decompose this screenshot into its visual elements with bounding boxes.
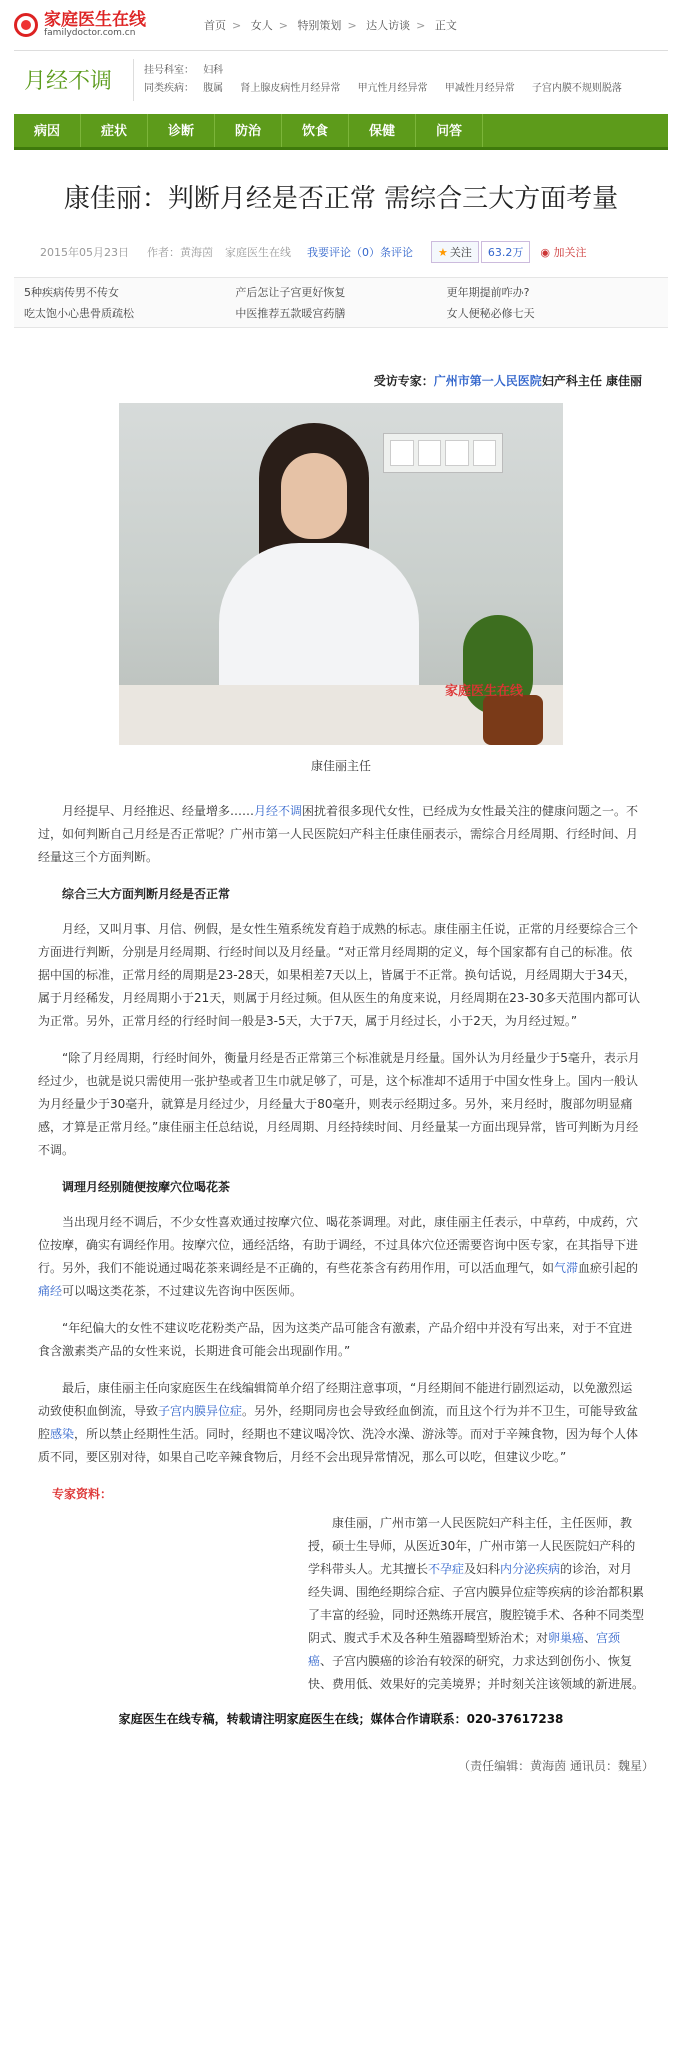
- follow-count: 63.2万: [481, 241, 531, 263]
- paragraph: “年纪偏大的女性不建议吃花粉类产品，因为这类产品可能含有激素，产品介绍中并没有写出来，对于不宜进食含激素类产品的女性来说，长期进食可能会出现副作用。”: [38, 1321, 633, 1358]
- nav-item-treatment[interactable]: 防治: [215, 114, 282, 147]
- weibo-follow-button[interactable]: ◉ 加关注: [540, 246, 587, 259]
- breadcrumb-women[interactable]: 女人: [250, 19, 273, 32]
- related-links: [14, 277, 668, 328]
- related-link[interactable]: 吃太饱小心患骨质疏松: [24, 307, 134, 320]
- disease-link[interactable]: 肾上腺皮病性月经异常: [240, 82, 341, 94]
- paragraph: “除了月经周期，行经时间外，衡量月经是否正常第三个标准就是月经量。国外认为月经量少于5毫升，表示月经过少，也就是说只需使用一张护垫或者卫生巾就足够了，可是，这个标准却不适用于中国女性身上。国内一般认为月经量少于30毫升，就算是月经过少，月经量大于80毫升，则表示经期过多。另外，来月经时，腹部勿明显痛感，才算是正常月经。”康佳丽主任总结说，月经周期、月经持续时间、月经量某一方面出现异常，皆可判断为月经不调。: [38, 1051, 640, 1157]
- weibo-icon: ◉: [540, 246, 550, 259]
- expert-bio: 康佳丽，广州市第一人民医院妇产科主任，主任医师，教授，硕士生导师，从医近30年，广州市第一人民医院妇产科的学科带头人。尤其擅长不孕症及妇科内分泌疾病的诊治，对月经失调、围绝经期综合症、子宫内膜异位症等疾病的诊治都积累了丰富的经验，同时还熟练开展宫，腹腔镜手术、各种不同类型阴式、腹式手术及各种生殖器畸型矫治术；对卵巢癌、宫颈癌、子宫内膜癌的诊治有较深的研究，力求达到创伤小、恢复快、费用低、效果好的完美境界；并时刻关注该领域的新进展。: [308, 1516, 645, 1691]
- article-meta: [40, 239, 654, 265]
- keyword-link[interactable]: 卵巢癌: [548, 1631, 585, 1645]
- photo-watermark: 家庭医生在线: [444, 684, 523, 699]
- hospital-link[interactable]: 广州市第一人民医院: [433, 374, 542, 388]
- breadcrumb-home[interactable]: 首页: [204, 19, 226, 32]
- nav-item-diagnosis[interactable]: 诊断: [148, 114, 215, 147]
- related-link[interactable]: 中医推荐五款暖宫药膳: [235, 307, 346, 320]
- paragraph: 月经提早、月经推迟、经量增多……月经不调困扰着很多现代女性，已经成为女性最关注的健康问题之一。不过，如何判断自己月经是否正常呢？广州市第一人民医院妇产科主任康佳丽表示，需综合月经周期、行经时间、月经量这三个方面判断。: [38, 804, 639, 864]
- logo-text: 家庭医生在线: [44, 9, 146, 30]
- interview-expert: 受访专家：广州市第一人民医院妇产科主任 康佳丽: [373, 374, 642, 388]
- article-date: 2015年05月23日: [40, 246, 129, 259]
- photo-caption: 康佳丽主任: [310, 759, 371, 773]
- keyword-link[interactable]: 内分泌疾病: [500, 1562, 561, 1576]
- expert-profile-heading: 专家资料：: [52, 1487, 113, 1501]
- disease-label: 同类疾病：: [144, 82, 194, 94]
- article-source: 家庭医生在线: [225, 246, 291, 259]
- article-title: 康佳丽：判断月经是否正常 需综合三大方面考量: [63, 184, 619, 214]
- paragraph: 最后，康佳丽主任向家庭医生在线编辑简单介绍了经期注意事项，“月经期间不能进行剧烈运动，以免激烈运动致使积血倒流，导致子宫内膜异位症。另外，经期同房也会导致经血倒流，而且这个行为并不卫生，可能导致盆腔感染，所以禁止经期性生活。同时，经期也不建议喝冷饮、洗冷水澡、游泳等。而对于辛辣食物，因为每个人体质不同，要区别对待，如果自己吃辛辣食物后，月经不会出现异常情况，那么可以吃，但建议少吃。”: [38, 1381, 639, 1464]
- nav-item-care[interactable]: 保健: [349, 114, 416, 147]
- nav-item-qa[interactable]: 问答: [416, 114, 483, 147]
- article-photo: [0, 403, 682, 774]
- star-icon: ★: [438, 246, 448, 259]
- nav-item-diet[interactable]: 饮食: [282, 114, 349, 147]
- related-link[interactable]: 更年期提前咋办?: [446, 286, 530, 299]
- related-link[interactable]: 5种疾病传男不传女: [24, 286, 119, 299]
- breadcrumb-interview[interactable]: 达人访谈: [366, 19, 411, 32]
- related-link[interactable]: 产后怎让子宫更好恢复: [235, 286, 346, 299]
- logo-icon: [14, 13, 38, 37]
- section-heading: 综合三大方面判断月经是否正常: [62, 887, 231, 901]
- keyword-link[interactable]: 不孕症: [428, 1562, 465, 1576]
- breadcrumb-current: 正文: [434, 19, 457, 32]
- nav-item-cause[interactable]: 病因: [14, 114, 81, 147]
- keyword-link[interactable]: 月经不调: [254, 804, 303, 818]
- section-heading: 调理月经别随便按摩穴位喝花茶: [62, 1180, 231, 1194]
- keyword-link[interactable]: 气滞: [554, 1261, 579, 1275]
- paragraph: 当出现月经不调后，不少女性喜欢通过按摩穴位、喝花茶调理。对此，康佳丽主任表示，中草药，中成药，穴位按摩，确实有调经作用。按摩穴位，通经活络，有助于调经，不过具体穴位还需要咨询中医专家，在其指导下进行。另外，我们不能说通过喝花茶来调经是不正确的，有些花茶含有药用作用，可以活血理气，如气滞血瘀引起的痛经可以喝这类花茶，不过建议先咨询中医医师。: [38, 1215, 639, 1298]
- keyword-link[interactable]: 感染: [50, 1427, 75, 1441]
- topic-nav: [14, 114, 668, 150]
- disease-link[interactable]: 子宫内膜不规则脱落: [531, 82, 622, 94]
- breadcrumb-special[interactable]: 特别策划: [297, 19, 342, 32]
- follow-button[interactable]: ★ 关注: [431, 241, 479, 263]
- article-body: [38, 800, 644, 1696]
- related-link[interactable]: 女人便秘必修七天: [446, 307, 535, 320]
- doctor-photo: [119, 403, 563, 745]
- dept-link[interactable]: 妇科: [203, 64, 224, 76]
- keyword-link[interactable]: 子宫内膜异位症: [158, 1404, 243, 1418]
- keyword-link[interactable]: 宫颈癌: [308, 1631, 621, 1668]
- disease-link[interactable]: 甲减性月经异常: [444, 82, 515, 94]
- article-author: 作者：黄海茵: [147, 246, 213, 259]
- logo-domain: familydoctor.com.cn: [44, 28, 136, 39]
- disease-link[interactable]: 腹属: [203, 82, 224, 94]
- nav-item-symptom[interactable]: 症状: [81, 114, 148, 147]
- dept-label: 挂号科室：: [144, 64, 194, 76]
- comment-link[interactable]: 我要评论（0）条评论: [307, 246, 413, 259]
- topic-title[interactable]: 月经不调: [14, 59, 134, 101]
- disease-link[interactable]: 甲亢性月经异常: [357, 82, 428, 94]
- editor-credits: （责任编辑：黄海茵 通讯员：魏星）: [458, 1759, 654, 1773]
- site-logo[interactable]: [14, 5, 184, 45]
- topic-header: [14, 50, 668, 108]
- breadcrumb: 首页 > 女人 > 特别策划 > 达人访谈 > 正文: [204, 19, 457, 32]
- paragraph: 月经，又叫月事、月信、例假，是女性生殖系统发育趋于成熟的标志。康佳丽主任说，正常的月经要综合三个方面进行判断，分别是月经周期、行经时间以及月经量。“对正常月经周期的定义，每个国家都有自己的标准。依据中国的标准，正常月经的周期是23-28天，如果相差7天以上，皆属于不正常。换句话说，月经周期大于34天，属于月经稀发，月经周期小于21天，则属于月经过频。但从医生的角度来说，月经周期在23-30多天范围内都可认为正常。另外，正常月经的行经时间一般是3-5天，大于7天，属于月经过长，小于2天，为月经过短。”: [38, 922, 641, 1028]
- keyword-link[interactable]: 痛经: [38, 1284, 63, 1298]
- top-bar: [0, 0, 682, 50]
- copyright-note: 家庭医生在线专稿，转载请注明家庭医生在线；媒体合作请联系：020-37617238: [118, 1712, 564, 1726]
- topic-info: [134, 62, 636, 98]
